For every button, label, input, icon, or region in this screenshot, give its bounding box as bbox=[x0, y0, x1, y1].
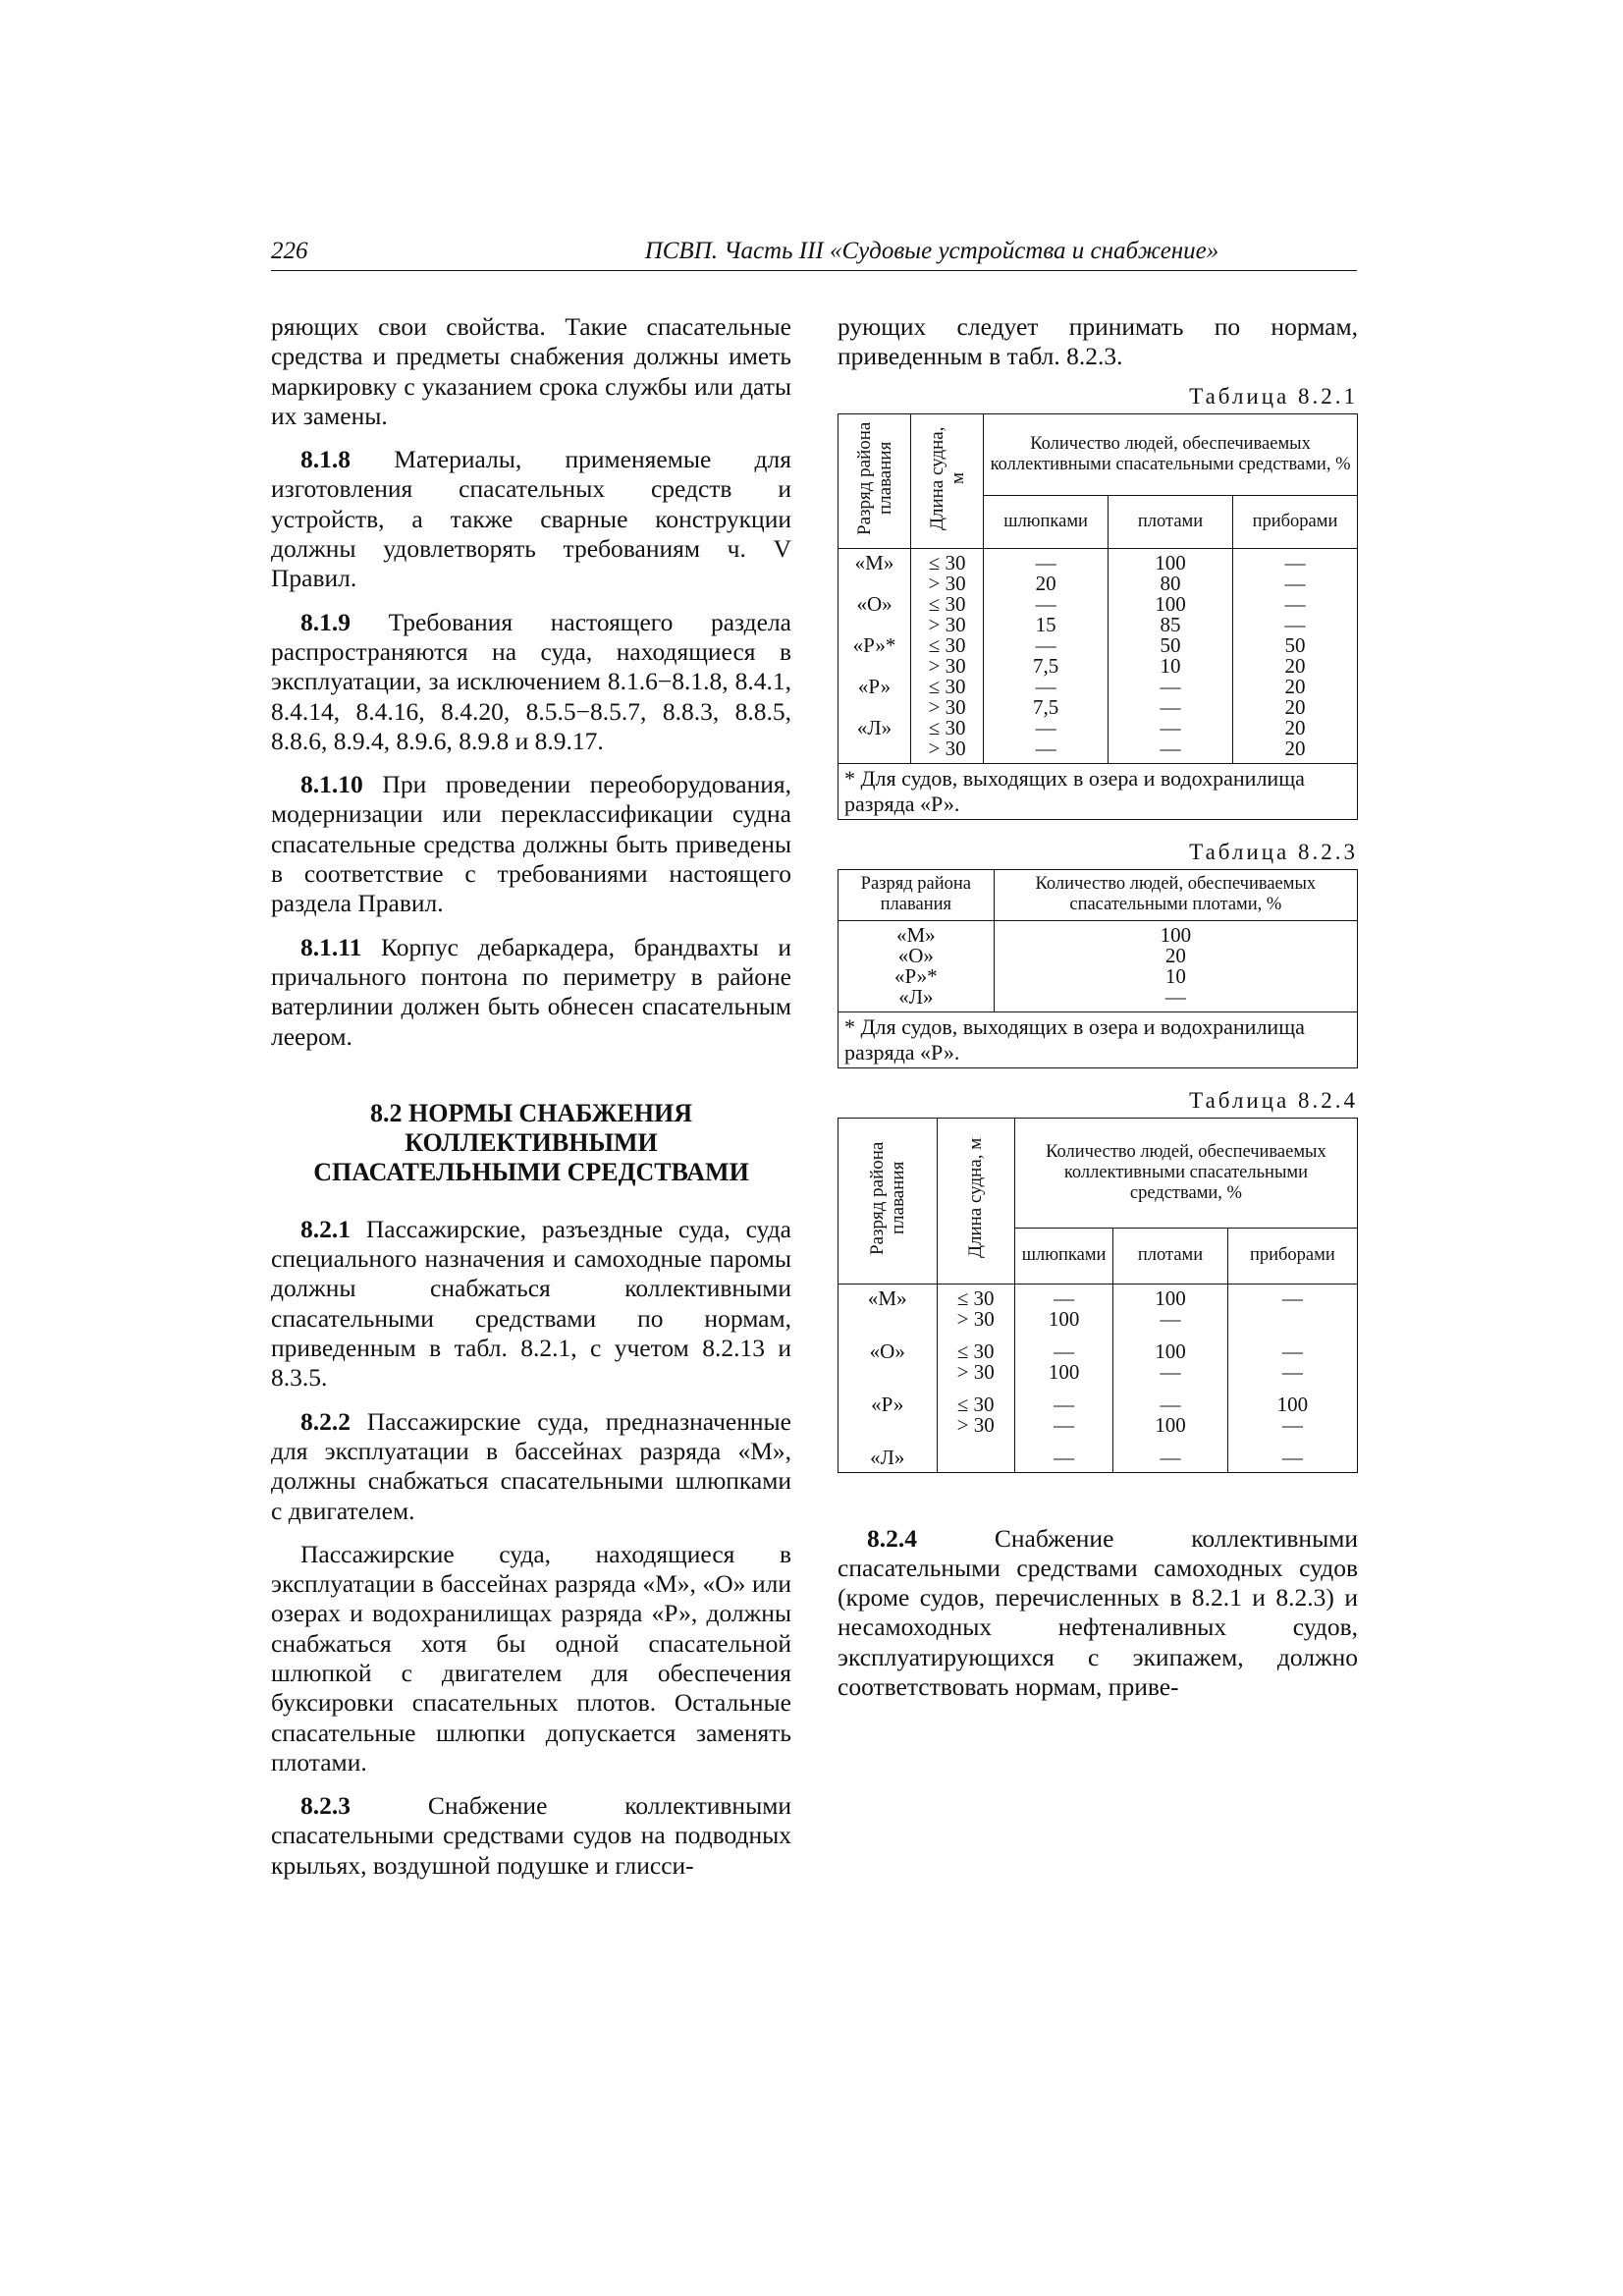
cell-rafts: 50 bbox=[1109, 635, 1233, 656]
header-length: Длина судна, м bbox=[911, 413, 984, 548]
cell-length: ≤ 30 bbox=[911, 718, 984, 738]
paragraph-8-2-4 bbox=[838, 1524, 1358, 1703]
paragraph-8-2-1 bbox=[271, 1215, 791, 1394]
cell-devices: 100 bbox=[1227, 1383, 1357, 1415]
table-caption-8-2-3: Таблица 8.2.3 bbox=[1189, 839, 1358, 864]
table-row bbox=[839, 677, 1358, 697]
cell-rafts: 100 bbox=[1109, 594, 1233, 615]
cell-district: «Р» bbox=[839, 677, 911, 697]
cell-rafts: — bbox=[1109, 718, 1233, 738]
cell-boats: 20 bbox=[984, 574, 1109, 594]
header-group: Количество людей, обеспечиваемых коллективными спасательными средствами, % bbox=[1014, 1118, 1357, 1228]
cell-devices: — bbox=[1227, 1330, 1357, 1362]
table-8-2-1 bbox=[838, 413, 1358, 820]
cell-devices: — bbox=[1233, 615, 1358, 635]
table-row bbox=[839, 1415, 1358, 1436]
cell-district: «О» bbox=[839, 1330, 938, 1362]
table-row bbox=[839, 1284, 1358, 1309]
paragraph-8-2-2 bbox=[271, 1407, 791, 1526]
cell-devices: 20 bbox=[1233, 656, 1358, 677]
cell-boats: — bbox=[1014, 1284, 1113, 1309]
clause-number: 8.1.9 bbox=[300, 607, 351, 636]
cell-length: > 30 bbox=[911, 656, 984, 677]
cell-length: > 30 bbox=[937, 1362, 1014, 1383]
cell-boats: — bbox=[1014, 1330, 1113, 1362]
cell-rafts: — bbox=[1109, 677, 1233, 697]
table-note: * Для судов, выходящих в озера и водохранилища разряда «Р». bbox=[839, 763, 1358, 819]
cell-value: 20 bbox=[994, 946, 1357, 966]
cell-district: «М» bbox=[839, 1284, 938, 1309]
table-row bbox=[839, 1436, 1358, 1473]
clause-number: 8.1.8 bbox=[300, 445, 351, 474]
cell-boats: — bbox=[1014, 1383, 1113, 1415]
header-devices: приборами bbox=[1227, 1228, 1357, 1284]
cell-district: «Р» bbox=[839, 1383, 938, 1415]
cell-rafts: 10 bbox=[1109, 656, 1233, 677]
table-row bbox=[839, 1383, 1358, 1415]
header-group: Количество людей, обеспечиваемых коллективными спасательными средствами, % bbox=[984, 413, 1358, 495]
cell-district: «Л» bbox=[839, 1436, 938, 1473]
section-heading-line: СПАСАТЕЛЬНЫМИ СРЕДСТВАМИ bbox=[313, 1157, 749, 1186]
table-row bbox=[839, 656, 1358, 677]
cell-boats: — bbox=[984, 677, 1109, 697]
cell-boats: — bbox=[984, 635, 1109, 656]
clause-text: Снабжение коллективными спасательными средствами судов на подводных крыльях, воздушной подушке и глисси- bbox=[271, 1791, 791, 1880]
cell-length: ≤ 30 bbox=[937, 1330, 1014, 1362]
paragraph-8-2-3 bbox=[271, 1791, 791, 1881]
cell-length: > 30 bbox=[911, 615, 984, 635]
cell-devices bbox=[1227, 1309, 1357, 1330]
header-length: Длина судна, м bbox=[937, 1118, 1014, 1284]
table-row bbox=[839, 594, 1358, 615]
cell-devices: 20 bbox=[1233, 738, 1358, 764]
table-row bbox=[839, 946, 1358, 966]
header-boats: шлюпками bbox=[984, 496, 1109, 549]
clause-text: Пассажирские, разъездные суда, суда специального назначения и самоходные паромы должны снабжаться коллективными спасательными средствами по нормам, приведенным в табл. 8.2.1, с учетом 8.2.13 и 8.3.5. bbox=[271, 1214, 791, 1393]
cell-district: «М» bbox=[839, 548, 911, 574]
paragraph-8-1-9 bbox=[271, 608, 791, 756]
cell-rafts: — bbox=[1113, 1362, 1227, 1383]
cell-rafts: — bbox=[1113, 1383, 1227, 1415]
cell-devices: 50 bbox=[1233, 635, 1358, 656]
cell-boats: 15 bbox=[984, 615, 1109, 635]
right-column bbox=[838, 312, 1358, 1702]
header-count: Количество людей, обеспечиваемых спасательными плотами, % bbox=[994, 869, 1357, 920]
cell-rafts: 85 bbox=[1109, 615, 1233, 635]
cell-boats: — bbox=[1014, 1415, 1113, 1436]
table-row bbox=[839, 615, 1358, 635]
section-heading-8-2 bbox=[271, 1099, 791, 1187]
table-8-2-3 bbox=[838, 869, 1358, 1068]
cell-length: > 30 bbox=[911, 697, 984, 718]
header-boats: шлюпками bbox=[1014, 1228, 1113, 1284]
clause-number: 8.2.4 bbox=[867, 1523, 917, 1553]
header-devices: приборами bbox=[1233, 496, 1358, 549]
clause-text: Корпус дебаркадера, брандвахты и причального понтона по периметру в районе ватерлинии должен быть обнесен спасательным леером. bbox=[271, 932, 791, 1051]
cell-boats: — bbox=[984, 548, 1109, 574]
cell-devices: — bbox=[1227, 1284, 1357, 1309]
clause-text: Материалы, применяемые для изготовления спасательных средств и устройств, а также сварные конструкции должны удовлетворять требованиям ч. V Правил. bbox=[271, 445, 791, 593]
header-district: Разряд района плавания bbox=[839, 413, 911, 548]
cell-length: > 30 bbox=[911, 574, 984, 594]
cell-rafts: — bbox=[1109, 738, 1233, 764]
cell-devices: 20 bbox=[1233, 677, 1358, 697]
cell-boats: 7,5 bbox=[984, 656, 1109, 677]
paragraph-8-1-8 bbox=[271, 445, 791, 593]
cell-rafts: 100 bbox=[1113, 1284, 1227, 1309]
cell-district bbox=[839, 1309, 938, 1330]
cell-rafts: 80 bbox=[1109, 574, 1233, 594]
table-note: * Для судов, выходящих в озера и водохранилища разряда «Р». bbox=[839, 1011, 1358, 1067]
paragraph-continuation: рующих следует принимать по нормам, приведенным в табл. 8.2.3. bbox=[838, 312, 1358, 371]
cell-district bbox=[839, 697, 911, 718]
table-row bbox=[839, 1330, 1358, 1362]
table-row bbox=[839, 920, 1358, 946]
table-row bbox=[839, 1362, 1358, 1383]
table-row bbox=[839, 987, 1358, 1012]
table-8-2-4 bbox=[838, 1118, 1358, 1473]
header-district: Разряд района плавания bbox=[839, 1118, 938, 1284]
cell-district bbox=[839, 574, 911, 594]
cell-devices: — bbox=[1233, 574, 1358, 594]
table-row bbox=[839, 697, 1358, 718]
cell-district: «Л» bbox=[839, 718, 911, 738]
cell-devices: — bbox=[1227, 1415, 1357, 1436]
cell-boats: — bbox=[984, 738, 1109, 764]
cell-district: «Л» bbox=[839, 987, 995, 1012]
clause-text: Требования настоящего раздела распространяются на суда, находящиеся в эксплуатации, за исключением 8.1.6−8.1.8, 8.4.1, 8.4.14, 8.4.16, 8.4.20, 8.5.5−8.5.7, 8.8.3, 8.8.5, 8.8.6, 8.9.4, 8.9.6, 8.9.8 и 8.9.17. bbox=[271, 607, 791, 755]
cell-boats: — bbox=[1014, 1436, 1113, 1473]
cell-district bbox=[839, 656, 911, 677]
cell-length bbox=[937, 1436, 1014, 1473]
cell-devices: — bbox=[1233, 594, 1358, 615]
cell-district: «О» bbox=[839, 594, 911, 615]
cell-district: «Р»* bbox=[839, 635, 911, 656]
cell-devices: — bbox=[1227, 1362, 1357, 1383]
cell-length: > 30 bbox=[937, 1309, 1014, 1330]
paragraph-8-2-2-second: Пассажирские суда, находящиеся в эксплуатации в бассейнах разряда «М», «О» или озерах и водохранилищах разряда «Р», должны снабжаться хотя бы одной спасательной шлюпкой с двигателем для обеспечения буксировки спасательных плотов. Остальные спасательные шлюпки допускается заменять плотами. bbox=[271, 1539, 791, 1777]
cell-rafts: — bbox=[1109, 697, 1233, 718]
cell-district bbox=[839, 615, 911, 635]
cell-district bbox=[839, 738, 911, 764]
running-title: ПСВП. Часть III «Судовые устройства и снабжение» bbox=[644, 238, 1219, 264]
table-row bbox=[839, 548, 1358, 574]
cell-length: ≤ 30 bbox=[911, 677, 984, 697]
clause-number: 8.2.1 bbox=[300, 1214, 351, 1243]
table-caption-8-2-4: Таблица 8.2.4 bbox=[1189, 1087, 1358, 1113]
cell-length: > 30 bbox=[937, 1415, 1014, 1436]
left-column bbox=[271, 312, 791, 1881]
cell-length: ≤ 30 bbox=[937, 1383, 1014, 1415]
cell-value: 10 bbox=[994, 966, 1357, 987]
header-rafts: плотами bbox=[1113, 1228, 1227, 1284]
cell-boats: 7,5 bbox=[984, 697, 1109, 718]
section-heading-line: КОЛЛЕКТИВНЫМИ bbox=[405, 1127, 658, 1157]
cell-district bbox=[839, 1362, 938, 1383]
cell-district: «О» bbox=[839, 946, 995, 966]
cell-district: «Р»* bbox=[839, 966, 995, 987]
cell-devices: 20 bbox=[1233, 697, 1358, 718]
table-row bbox=[839, 718, 1358, 738]
cell-devices: 20 bbox=[1233, 718, 1358, 738]
cell-length: ≤ 30 bbox=[911, 594, 984, 615]
cell-boats: 100 bbox=[1014, 1362, 1113, 1383]
cell-length: ≤ 30 bbox=[911, 635, 984, 656]
table-row bbox=[839, 574, 1358, 594]
clause-text: При проведении переоборудования, модернизации или переклассификации судна спасательные средства должны быть приведены в соответствие с требованиями настоящего раздела Правил. bbox=[271, 770, 791, 918]
cell-devices: — bbox=[1227, 1436, 1357, 1473]
cell-boats: — bbox=[984, 718, 1109, 738]
clause-number: 8.1.10 bbox=[300, 770, 363, 799]
header-district: Разряд района плавания bbox=[839, 869, 995, 920]
clause-number: 8.2.3 bbox=[300, 1791, 351, 1821]
clause-number: 8.1.11 bbox=[300, 932, 362, 961]
paragraph-8-1-10 bbox=[271, 770, 791, 918]
cell-length: > 30 bbox=[911, 738, 984, 764]
cell-rafts: — bbox=[1113, 1436, 1227, 1473]
table-row bbox=[839, 966, 1358, 987]
table-row bbox=[839, 738, 1358, 764]
cell-devices: — bbox=[1233, 548, 1358, 574]
cell-value: — bbox=[994, 987, 1357, 1012]
cell-length: ≤ 30 bbox=[937, 1284, 1014, 1309]
cell-rafts: 100 bbox=[1113, 1415, 1227, 1436]
table-caption-8-2-1: Таблица 8.2.1 bbox=[1189, 383, 1358, 409]
header-rafts: плотами bbox=[1109, 496, 1233, 549]
cell-rafts: 100 bbox=[1113, 1330, 1227, 1362]
section-heading-line: 8.2 НОРМЫ СНАБЖЕНИЯ bbox=[370, 1098, 692, 1127]
cell-rafts: 100 bbox=[1109, 548, 1233, 574]
clause-text: Пассажирские суда, предназначенные для эксплуатации в бассейнах разряда «М», должны снабжаться спасательными шлюпками с двигателем. bbox=[271, 1406, 791, 1525]
cell-boats: — bbox=[984, 594, 1109, 615]
page-number: 226 bbox=[271, 238, 308, 264]
clause-text: Снабжение коллективными спасательными средствами самоходных судов (кроме судов, перечисленных в 8.2.1 и 8.2.3) и несамоходных нефтеналивных судов, эксплуатирующихся с экипажем, должно соответствовать нормам, приве- bbox=[838, 1523, 1358, 1702]
cell-boats: 100 bbox=[1014, 1309, 1113, 1330]
table-row bbox=[839, 635, 1358, 656]
table-row bbox=[839, 1309, 1358, 1330]
cell-length: ≤ 30 bbox=[911, 548, 984, 574]
cell-value: 100 bbox=[994, 920, 1357, 946]
paragraph-continuation: ряющих свои свойства. Такие спасательные средства и предметы снабжения должны иметь маркировку с указанием срока службы или даты их замены. bbox=[271, 312, 791, 430]
paragraph-8-1-11 bbox=[271, 933, 791, 1052]
cell-district: «М» bbox=[839, 920, 995, 946]
running-header bbox=[271, 240, 1357, 271]
cell-rafts: — bbox=[1113, 1309, 1227, 1330]
cell-district bbox=[839, 1415, 938, 1436]
clause-number: 8.2.2 bbox=[300, 1406, 351, 1436]
